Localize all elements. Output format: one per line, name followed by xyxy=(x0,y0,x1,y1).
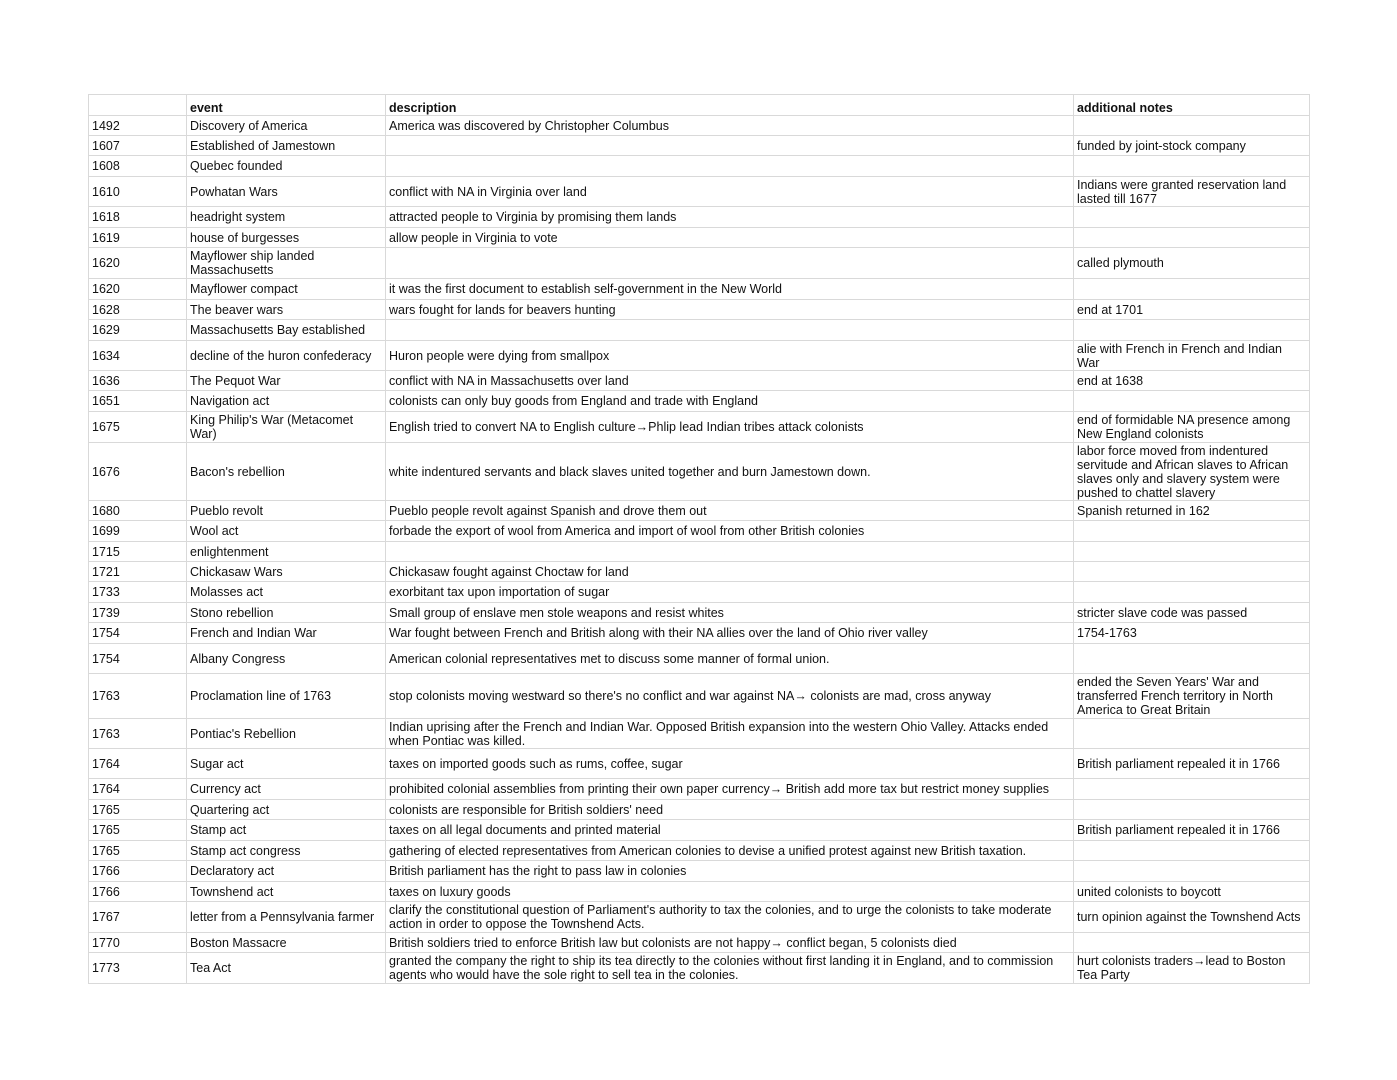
cell-notes[interactable] xyxy=(1074,156,1310,177)
cell-year[interactable]: 1767 xyxy=(89,902,187,933)
cell-event[interactable]: Mayflower ship landed Massachusetts xyxy=(187,248,386,279)
cell-event[interactable]: house of burgesses xyxy=(187,228,386,248)
cell-notes[interactable]: called plymouth xyxy=(1074,248,1310,279)
cell-notes[interactable]: Indians were granted reservation land lasted till 1677 xyxy=(1074,177,1310,207)
cell-event[interactable]: Mayflower compact xyxy=(187,279,386,300)
cell-notes[interactable]: British parliament repealed it in 1766 xyxy=(1074,820,1310,841)
cell-notes[interactable] xyxy=(1074,207,1310,228)
cell-description[interactable]: colonists are responsible for British soldiers' need xyxy=(386,800,1074,820)
cell-year[interactable]: 1620 xyxy=(89,248,187,279)
cell-year[interactable]: 1628 xyxy=(89,300,187,320)
cell-year[interactable]: 1763 xyxy=(89,674,187,719)
table-body xyxy=(89,95,1310,984)
table-row xyxy=(89,582,1310,603)
cell-event[interactable]: Declaratory act xyxy=(187,861,386,882)
table-row xyxy=(89,391,1310,412)
timeline-table xyxy=(88,94,1310,984)
cell-year[interactable]: 1618 xyxy=(89,207,187,228)
cell-notes[interactable]: united colonists to boycott xyxy=(1074,882,1310,902)
cell-description[interactable]: American colonial representatives met to discuss some manner of formal union. xyxy=(386,644,1074,674)
cell-description[interactable]: America was discovered by Christopher Columbus xyxy=(386,116,1074,136)
table-row xyxy=(89,207,1310,228)
cell-event[interactable]: Tea Act xyxy=(187,953,386,984)
cell-year[interactable]: 1629 xyxy=(89,320,187,341)
cell-notes[interactable]: Spanish returned in 162 xyxy=(1074,501,1310,521)
cell-description[interactable]: Small group of enslave men stole weapons and resist whites xyxy=(386,603,1074,623)
cell-description[interactable]: conflict with NA in Massachusetts over land xyxy=(386,371,1074,391)
table-row xyxy=(89,902,1310,933)
table-row xyxy=(89,841,1310,861)
cell-notes[interactable] xyxy=(1074,933,1310,953)
cell-year[interactable]: 1608 xyxy=(89,156,187,177)
table-row xyxy=(89,501,1310,521)
cell-description[interactable]: British parliament has the right to pass law in colonies xyxy=(386,861,1074,882)
cell-event[interactable]: Quebec founded xyxy=(187,156,386,177)
table-row xyxy=(89,371,1310,391)
table-row xyxy=(89,521,1310,542)
cell-notes[interactable]: labor force moved from indentured servitude and African slaves to African slaves only and slavery system were pushed to chattel slavery xyxy=(1074,443,1310,501)
cell-notes[interactable] xyxy=(1074,116,1310,136)
cell-event[interactable]: Molasses act xyxy=(187,582,386,603)
cell-year[interactable]: 1754 xyxy=(89,644,187,674)
cell-year[interactable]: 1764 xyxy=(89,779,187,800)
cell-description[interactable]: white indentured servants and black slaves united together and burn Jamestown down. xyxy=(386,443,1074,501)
cell-notes[interactable] xyxy=(1074,279,1310,300)
table-row xyxy=(89,279,1310,300)
cell-description[interactable]: wars fought for lands for beavers hunting xyxy=(386,300,1074,320)
cell-notes[interactable]: stricter slave code was passed xyxy=(1074,603,1310,623)
table-row xyxy=(89,248,1310,279)
cell-year[interactable]: 1766 xyxy=(89,861,187,882)
cell-event[interactable]: The beaver wars xyxy=(187,300,386,320)
cell-notes[interactable]: hurt colonists traders→lead to Boston Tea Party xyxy=(1074,953,1310,984)
cell-event[interactable]: Boston Massacre xyxy=(187,933,386,953)
cell-description[interactable]: exorbitant tax upon importation of sugar xyxy=(386,582,1074,603)
table-row xyxy=(89,177,1310,207)
table-row xyxy=(89,443,1310,501)
cell-description[interactable]: English tried to convert NA to English culture→Phlip lead Indian tribes attack colonists xyxy=(386,412,1074,443)
cell-notes[interactable] xyxy=(1074,320,1310,341)
cell-notes[interactable] xyxy=(1074,228,1310,248)
cell-event[interactable]: Chickasaw Wars xyxy=(187,562,386,582)
cell-description[interactable]: War fought between French and British along with their NA allies over the land of Ohio river valley xyxy=(386,623,1074,644)
cell-event[interactable]: King Philip's War (Metacomet War) xyxy=(187,412,386,443)
cell-event[interactable]: French and Indian War xyxy=(187,623,386,644)
cell-event[interactable]: Wool act xyxy=(187,521,386,542)
cell-event[interactable]: Discovery of America xyxy=(187,116,386,136)
cell-description[interactable]: stop colonists moving westward so there's no conflict and war against NA→ colonists are mad, cross anyway xyxy=(386,674,1074,719)
table-row xyxy=(89,719,1310,749)
cell-description[interactable] xyxy=(386,136,1074,156)
cell-year[interactable]: 1766 xyxy=(89,882,187,902)
cell-year[interactable]: 1610 xyxy=(89,177,187,207)
table-row xyxy=(89,749,1310,779)
cell-year[interactable]: 1770 xyxy=(89,933,187,953)
cell-description[interactable] xyxy=(386,156,1074,177)
cell-year[interactable]: 1764 xyxy=(89,749,187,779)
cell-year[interactable]: 1680 xyxy=(89,501,187,521)
cell-event[interactable]: Quartering act xyxy=(187,800,386,820)
cell-description[interactable]: conflict with NA in Virginia over land xyxy=(386,177,1074,207)
cell-event[interactable]: Stono rebellion xyxy=(187,603,386,623)
table-row xyxy=(89,603,1310,623)
cell-notes[interactable] xyxy=(1074,800,1310,820)
cell-description[interactable]: taxes on imported goods such as rums, coffee, sugar xyxy=(386,749,1074,779)
cell-notes[interactable] xyxy=(1074,779,1310,800)
cell-event[interactable]: headright system xyxy=(187,207,386,228)
table-row xyxy=(89,882,1310,902)
cell-description[interactable]: Huron people were dying from smallpox xyxy=(386,341,1074,371)
cell-event[interactable]: Townshend act xyxy=(187,882,386,902)
table-row xyxy=(89,779,1310,800)
cell-year[interactable]: 1636 xyxy=(89,371,187,391)
table-row xyxy=(89,300,1310,320)
cell-event[interactable]: Sugar act xyxy=(187,749,386,779)
cell-notes[interactable]: 1754-1763 xyxy=(1074,623,1310,644)
cell-notes[interactable]: funded by joint-stock company xyxy=(1074,136,1310,156)
cell-description[interactable] xyxy=(386,248,1074,279)
cell-description[interactable] xyxy=(386,542,1074,562)
header-year[interactable] xyxy=(89,95,187,116)
cell-event[interactable]: The Pequot War xyxy=(187,371,386,391)
table-row xyxy=(89,156,1310,177)
cell-event[interactable]: Currency act xyxy=(187,779,386,800)
cell-notes[interactable] xyxy=(1074,562,1310,582)
table-row xyxy=(89,116,1310,136)
cell-event[interactable]: Bacon's rebellion xyxy=(187,443,386,501)
table-row xyxy=(89,623,1310,644)
cell-year[interactable]: 1754 xyxy=(89,623,187,644)
cell-year[interactable]: 1763 xyxy=(89,719,187,749)
table-row xyxy=(89,820,1310,841)
cell-notes[interactable] xyxy=(1074,841,1310,861)
cell-notes[interactable] xyxy=(1074,391,1310,412)
cell-description[interactable]: granted the company the right to ship its tea directly to the colonies without first landing it in England, and to commission agents who would have the sole right to sell tea in the colonies. xyxy=(386,953,1074,984)
cell-event[interactable]: Powhatan Wars xyxy=(187,177,386,207)
cell-description[interactable]: attracted people to Virginia by promising them lands xyxy=(386,207,1074,228)
table-row xyxy=(89,953,1310,984)
table-row xyxy=(89,644,1310,674)
cell-event[interactable]: Pontiac's Rebellion xyxy=(187,719,386,749)
cell-event[interactable]: Albany Congress xyxy=(187,644,386,674)
table-row xyxy=(89,674,1310,719)
cell-notes[interactable]: British parliament repealed it in 1766 xyxy=(1074,749,1310,779)
cell-year[interactable]: 1676 xyxy=(89,443,187,501)
cell-year[interactable]: 1492 xyxy=(89,116,187,136)
table-row xyxy=(89,412,1310,443)
cell-notes[interactable]: end at 1701 xyxy=(1074,300,1310,320)
header-row xyxy=(89,95,1310,116)
cell-year[interactable]: 1765 xyxy=(89,800,187,820)
cell-description[interactable]: taxes on all legal documents and printed material xyxy=(386,820,1074,841)
cell-year[interactable]: 1675 xyxy=(89,412,187,443)
table-row xyxy=(89,341,1310,371)
cell-event[interactable]: Navigation act xyxy=(187,391,386,412)
cell-year[interactable]: 1619 xyxy=(89,228,187,248)
cell-year[interactable]: 1607 xyxy=(89,136,187,156)
cell-description[interactable]: Indian uprising after the French and Indian War. Opposed British expansion into the western Ohio Valley. Attacks ended when Pontiac was killed. xyxy=(386,719,1074,749)
cell-description[interactable]: prohibited colonial assemblies from printing their own paper currency→ British add more tax but restrict money supplies xyxy=(386,779,1074,800)
cell-event[interactable]: Proclamation line of 1763 xyxy=(187,674,386,719)
cell-event[interactable]: Stamp act xyxy=(187,820,386,841)
table-row xyxy=(89,542,1310,562)
cell-notes[interactable] xyxy=(1074,861,1310,882)
cell-description[interactable]: clarify the constitutional question of Parliament's authority to tax the colonies, and to urge the colonists to take moderate action in order to oppose the Townshend Acts. xyxy=(386,902,1074,933)
cell-year[interactable]: 1733 xyxy=(89,582,187,603)
cell-notes[interactable] xyxy=(1074,542,1310,562)
cell-notes[interactable]: end of formidable NA presence among New England colonists xyxy=(1074,412,1310,443)
cell-description[interactable]: forbade the export of wool from America and import of wool from other British colonies xyxy=(386,521,1074,542)
cell-event[interactable]: Pueblo revolt xyxy=(187,501,386,521)
cell-year[interactable]: 1739 xyxy=(89,603,187,623)
cell-event[interactable]: Massachusetts Bay established xyxy=(187,320,386,341)
cell-year[interactable]: 1620 xyxy=(89,279,187,300)
cell-description[interactable]: it was the first document to establish self-government in the New World xyxy=(386,279,1074,300)
cell-year[interactable]: 1651 xyxy=(89,391,187,412)
table-row xyxy=(89,320,1310,341)
cell-notes[interactable]: end at 1638 xyxy=(1074,371,1310,391)
cell-notes[interactable]: alie with French in French and Indian War xyxy=(1074,341,1310,371)
header-event[interactable]: event xyxy=(187,95,386,116)
cell-description[interactable]: taxes on luxury goods xyxy=(386,882,1074,902)
cell-event[interactable]: letter from a Pennsylvania farmer xyxy=(187,902,386,933)
cell-notes[interactable]: ended the Seven Years' War and transferred French territory in North America to Great Britain xyxy=(1074,674,1310,719)
cell-year[interactable]: 1765 xyxy=(89,841,187,861)
cell-notes[interactable] xyxy=(1074,582,1310,603)
cell-description[interactable]: Pueblo people revolt against Spanish and drove them out xyxy=(386,501,1074,521)
cell-description[interactable]: British soldiers tried to enforce British law but colonists are not happy→ conflict began, 5 colonists died xyxy=(386,933,1074,953)
cell-year[interactable]: 1721 xyxy=(89,562,187,582)
cell-event[interactable]: Established of Jamestown xyxy=(187,136,386,156)
header-description[interactable]: description xyxy=(386,95,1074,116)
cell-description[interactable]: colonists can only buy goods from England and trade with England xyxy=(386,391,1074,412)
cell-notes[interactable] xyxy=(1074,644,1310,674)
table-row xyxy=(89,136,1310,156)
cell-description[interactable]: gathering of elected representatives from American colonies to devise a unified protest against new British taxation. xyxy=(386,841,1074,861)
cell-year[interactable]: 1765 xyxy=(89,820,187,841)
table-row xyxy=(89,562,1310,582)
cell-notes[interactable] xyxy=(1074,521,1310,542)
table-row xyxy=(89,861,1310,882)
cell-year[interactable]: 1773 xyxy=(89,953,187,984)
cell-event[interactable]: enlightenment xyxy=(187,542,386,562)
cell-year[interactable]: 1715 xyxy=(89,542,187,562)
cell-notes[interactable]: turn opinion against the Townshend Acts xyxy=(1074,902,1310,933)
cell-year[interactable]: 1634 xyxy=(89,341,187,371)
table-row xyxy=(89,800,1310,820)
table-row xyxy=(89,228,1310,248)
cell-description[interactable] xyxy=(386,320,1074,341)
cell-event[interactable]: Stamp act congress xyxy=(187,841,386,861)
cell-event[interactable]: decline of the huron confederacy xyxy=(187,341,386,371)
cell-description[interactable]: allow people in Virginia to vote xyxy=(386,228,1074,248)
table-row xyxy=(89,933,1310,953)
cell-notes[interactable] xyxy=(1074,719,1310,749)
header-notes[interactable]: additional notes xyxy=(1074,95,1310,116)
cell-description[interactable]: Chickasaw fought against Choctaw for land xyxy=(386,562,1074,582)
cell-year[interactable]: 1699 xyxy=(89,521,187,542)
